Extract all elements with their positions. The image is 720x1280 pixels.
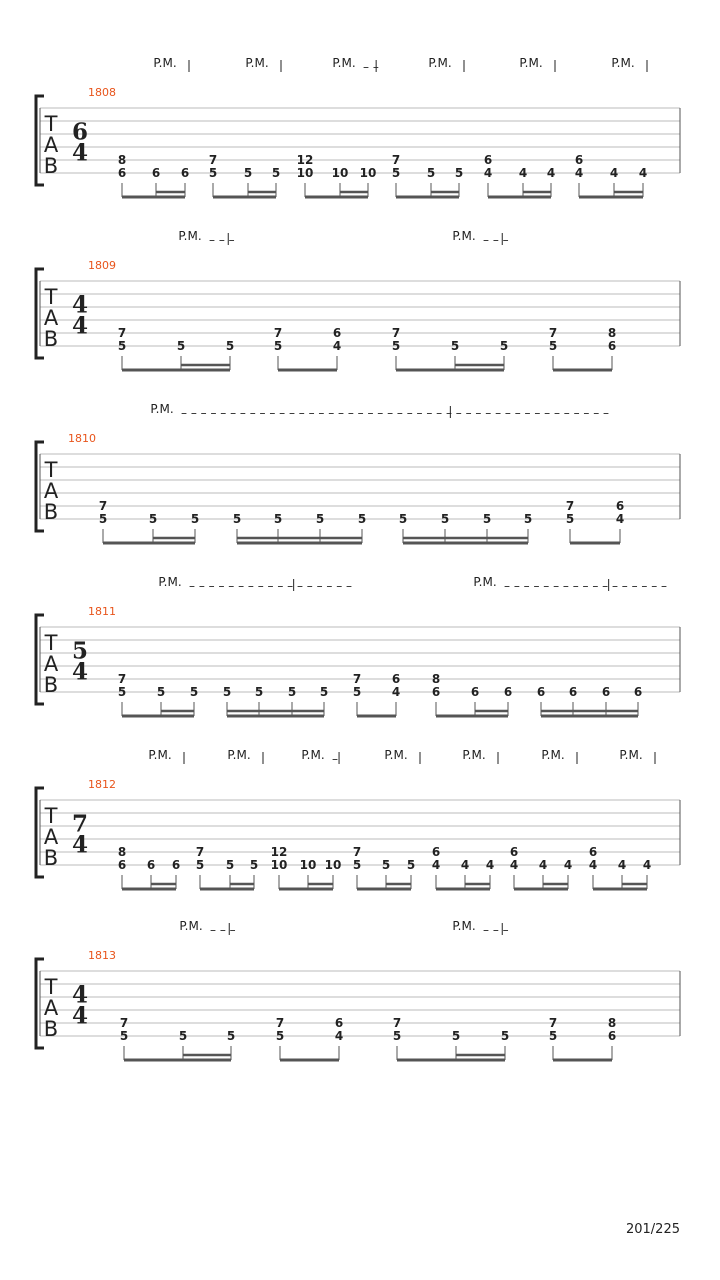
fret-number: 6 (171, 858, 181, 872)
palm-mute-label: P.M. (473, 575, 497, 589)
palm-mute-label: P.M. (619, 748, 643, 762)
fret-number: 4 (609, 166, 619, 180)
fret-number: 6 (180, 166, 190, 180)
palm-mute-dashes: – – – – – – – – – – – – – – – – – – – – – – – – – – – – – – – – – – – – – – – – – – – – (181, 406, 610, 420)
fret-number: 5 (208, 166, 218, 180)
fret-number: 5 (352, 685, 362, 699)
palm-mute-dashes: – – – (210, 923, 236, 937)
fret-number: 5 (499, 339, 509, 353)
measure-number: 1810 (68, 432, 96, 445)
fret-number: 10 (296, 166, 314, 180)
fret-number: 5 (287, 685, 297, 699)
fret-number: 5 (451, 1029, 461, 1043)
fret-number: 7 (352, 845, 362, 859)
tab-clef-letter: T (44, 804, 58, 828)
fret-number: 6 (568, 685, 578, 699)
fret-number: 8 (117, 153, 127, 167)
fret-number: 5 (273, 339, 283, 353)
fret-number: 12 (296, 153, 314, 167)
palm-mute-label: P.M. (384, 748, 408, 762)
palm-mute-label: P.M. (611, 56, 635, 70)
fret-number: 5 (117, 685, 127, 699)
palm-mute-dashes: – – – – – – – – – – – – – – – – – (504, 579, 668, 593)
fret-number: 5 (565, 512, 575, 526)
fret-number: 6 (151, 166, 161, 180)
fret-number: 6 (588, 845, 598, 859)
fret-number: 5 (176, 339, 186, 353)
fret-number: 10 (331, 166, 349, 180)
fret-number: 5 (548, 339, 558, 353)
fret-number: 7 (273, 326, 283, 340)
time-signature-bottom: 4 (71, 1002, 89, 1030)
fret-number: 10 (299, 858, 317, 872)
time-signature-bottom: 4 (71, 312, 89, 340)
time-signature-top: 7 (71, 810, 89, 838)
fret-number: 4 (546, 166, 556, 180)
fret-number: 6 (574, 153, 584, 167)
palm-mute-label: P.M. (227, 748, 251, 762)
fret-number: 6 (536, 685, 546, 699)
fret-number: 7 (117, 326, 127, 340)
fret-number: 7 (352, 672, 362, 686)
tab-clef-letter: T (44, 112, 58, 136)
tab-clef-letter: T (44, 975, 58, 999)
fret-number: 5 (392, 1029, 402, 1043)
tab-clef-letter: A (43, 825, 59, 849)
palm-mute-label: P.M. (519, 56, 543, 70)
fret-number: 5 (523, 512, 533, 526)
fret-number: 5 (98, 512, 108, 526)
fret-number: 5 (119, 1029, 129, 1043)
tab-clef-letter: T (44, 458, 58, 482)
fret-number: 4 (588, 858, 598, 872)
fret-number: 8 (117, 845, 127, 859)
fret-number: 5 (440, 512, 450, 526)
palm-mute-label: P.M. (452, 229, 476, 243)
palm-mute-dashes: – – – – – – – – – – – – – – – – – (189, 579, 353, 593)
time-signature-bottom: 4 (71, 658, 89, 686)
tab-clef-letter: A (43, 306, 59, 330)
tab-clef-letter: T (44, 285, 58, 309)
fret-number: 5 (406, 858, 416, 872)
fret-number: 4 (332, 339, 342, 353)
tab-clef-letter: T (44, 631, 58, 655)
palm-mute-label: P.M. (541, 748, 565, 762)
fret-number: 6 (483, 153, 493, 167)
tab-clef-letter: B (43, 327, 59, 351)
fret-number: 4 (483, 166, 493, 180)
fret-number: 5 (178, 1029, 188, 1043)
fret-number: 5 (450, 339, 460, 353)
measure-number: 1808 (88, 86, 116, 99)
fret-number: 10 (359, 166, 377, 180)
fret-number: 7 (208, 153, 218, 167)
tab-clef-letter: A (43, 479, 59, 503)
palm-mute-label: P.M. (245, 56, 269, 70)
fret-number: 5 (156, 685, 166, 699)
fret-number: 5 (222, 685, 232, 699)
palm-mute-label: P.M. (178, 229, 202, 243)
fret-number: 6 (431, 845, 441, 859)
fret-number: 10 (324, 858, 342, 872)
palm-mute-label: P.M. (428, 56, 452, 70)
fret-number: 6 (601, 685, 611, 699)
fret-number: 5 (275, 1029, 285, 1043)
measure-number: 1811 (88, 605, 116, 618)
fret-number: 7 (548, 326, 558, 340)
fret-number: 7 (391, 326, 401, 340)
palm-mute-dashes: – – (363, 60, 379, 74)
fret-number: 4 (638, 166, 648, 180)
fret-number: 6 (607, 1029, 617, 1043)
fret-number: 6 (117, 858, 127, 872)
tab-clef-letter: A (43, 996, 59, 1020)
measure-number: 1812 (88, 778, 116, 791)
tab-clef-letter: B (43, 154, 59, 178)
fret-number: 4 (615, 512, 625, 526)
page-number: 201/225 (625, 1222, 680, 1237)
fret-number: 4 (642, 858, 652, 872)
fret-number: 12 (270, 845, 288, 859)
fret-number: 4 (485, 858, 495, 872)
fret-number: 6 (332, 326, 342, 340)
fret-number: 5 (232, 512, 242, 526)
fret-number: 6 (431, 685, 441, 699)
palm-mute-dashes: – – – (209, 233, 235, 247)
measure-number: 1813 (88, 949, 116, 962)
palm-mute-label: P.M. (153, 56, 177, 70)
time-signature-top: 4 (71, 981, 89, 1009)
fret-number: 4 (431, 858, 441, 872)
fret-number: 5 (315, 512, 325, 526)
fret-number: 5 (391, 166, 401, 180)
fret-number: 6 (117, 166, 127, 180)
fret-number: 4 (617, 858, 627, 872)
fret-number: 5 (243, 166, 253, 180)
fret-number: 5 (548, 1029, 558, 1043)
fret-number: 7 (548, 1016, 558, 1030)
fret-number: 5 (482, 512, 492, 526)
fret-number: 6 (391, 672, 401, 686)
fret-number: 6 (633, 685, 643, 699)
time-signature-bottom: 4 (71, 139, 89, 167)
time-signature-top: 6 (71, 118, 89, 146)
fret-number: 7 (565, 499, 575, 513)
fret-number: 5 (500, 1029, 510, 1043)
fret-number: 8 (607, 326, 617, 340)
fret-number: 6 (470, 685, 480, 699)
fret-number: 5 (195, 858, 205, 872)
fret-number: 6 (607, 339, 617, 353)
fret-number: 5 (319, 685, 329, 699)
fret-number: 5 (249, 858, 259, 872)
fret-number: 4 (334, 1029, 344, 1043)
palm-mute-label: P.M. (452, 919, 476, 933)
fret-number: 4 (563, 858, 573, 872)
fret-number: 5 (189, 685, 199, 699)
fret-number: 5 (271, 166, 281, 180)
tab-clef-letter: B (43, 846, 59, 870)
tab-clef-letter: A (43, 652, 59, 676)
fret-number: 8 (607, 1016, 617, 1030)
fret-number: 6 (615, 499, 625, 513)
palm-mute-dashes: – – – (483, 923, 509, 937)
palm-mute-dashes: – (332, 752, 338, 766)
fret-number: 5 (426, 166, 436, 180)
fret-number: 4 (574, 166, 584, 180)
fret-number: 5 (148, 512, 158, 526)
fret-number: 4 (391, 685, 401, 699)
palm-mute-label: P.M. (148, 748, 172, 762)
time-signature-bottom: 4 (71, 831, 89, 859)
tab-clef-letter: B (43, 673, 59, 697)
time-signature-top: 5 (71, 637, 89, 665)
fret-number: 7 (195, 845, 205, 859)
fret-number: 7 (391, 153, 401, 167)
fret-number: 7 (119, 1016, 129, 1030)
fret-number: 5 (226, 1029, 236, 1043)
fret-number: 7 (98, 499, 108, 513)
fret-number: 7 (275, 1016, 285, 1030)
fret-number: 5 (190, 512, 200, 526)
fret-number: 5 (391, 339, 401, 353)
fret-number: 7 (117, 672, 127, 686)
fret-number: 5 (398, 512, 408, 526)
tab-clef-letter: B (43, 1017, 59, 1041)
palm-mute-label: P.M. (150, 402, 174, 416)
measure-number: 1809 (88, 259, 116, 272)
palm-mute-label: P.M. (462, 748, 486, 762)
fret-number: 5 (254, 685, 264, 699)
tab-clef-letter: A (43, 133, 59, 157)
fret-number: 6 (146, 858, 156, 872)
fret-number: 4 (518, 166, 528, 180)
fret-number: 4 (538, 858, 548, 872)
fret-number: 10 (270, 858, 288, 872)
fret-number: 4 (460, 858, 470, 872)
fret-number: 7 (392, 1016, 402, 1030)
fret-number: 5 (225, 858, 235, 872)
fret-number: 6 (509, 845, 519, 859)
fret-number: 6 (503, 685, 513, 699)
fret-number: 8 (431, 672, 441, 686)
fret-number: 5 (225, 339, 235, 353)
fret-number: 5 (454, 166, 464, 180)
fret-number: 5 (273, 512, 283, 526)
palm-mute-label: P.M. (301, 748, 325, 762)
time-signature-top: 4 (71, 291, 89, 319)
palm-mute-label: P.M. (158, 575, 182, 589)
fret-number: 5 (352, 858, 362, 872)
palm-mute-label: P.M. (332, 56, 356, 70)
fret-number: 6 (334, 1016, 344, 1030)
fret-number: 4 (509, 858, 519, 872)
tab-clef-letter: B (43, 500, 59, 524)
fret-number: 5 (381, 858, 391, 872)
fret-number: 5 (357, 512, 367, 526)
fret-number: 5 (117, 339, 127, 353)
palm-mute-label: P.M. (179, 919, 203, 933)
palm-mute-dashes: – – – (483, 233, 509, 247)
